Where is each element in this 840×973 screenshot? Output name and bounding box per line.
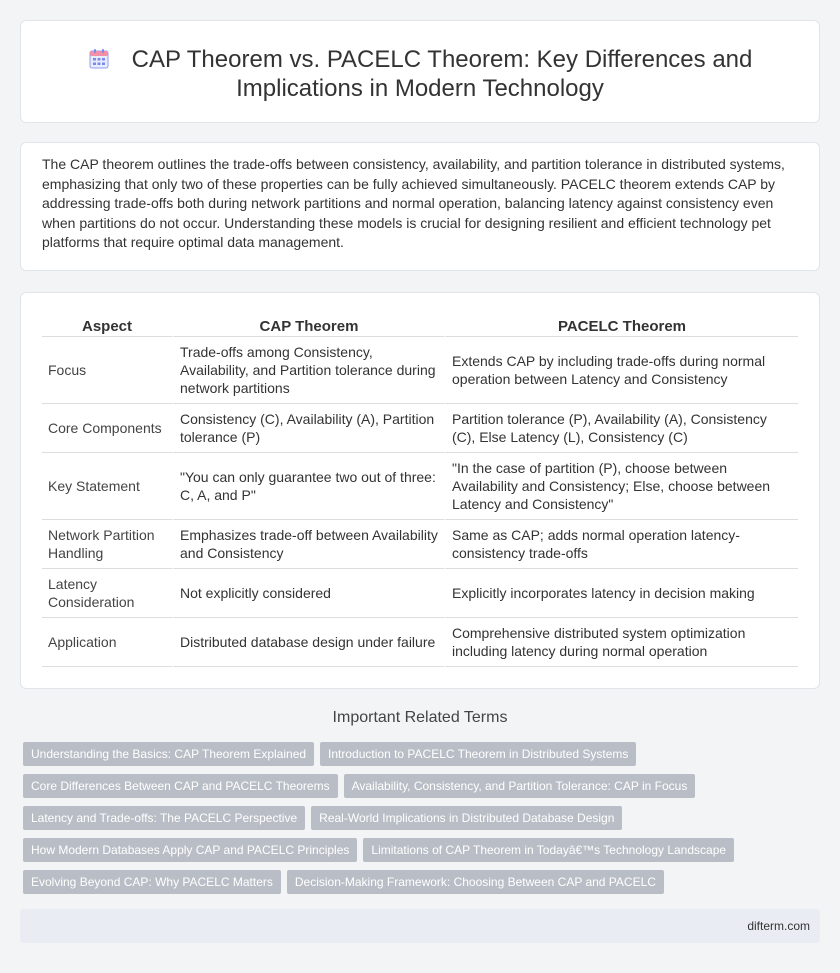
cell-aspect: Focus	[42, 337, 172, 404]
cell-pacelc: "In the case of partition (P), choose between Availability and Consistency; Else, choose between Latency and Consistency"	[444, 453, 798, 520]
related-term-link[interactable]: Real-World Implications in Distributed Database Design	[311, 806, 622, 830]
related-terms-title: Important Related Terms	[332, 709, 508, 726]
cell-cap: Consistency (C), Availability (A), Partition tolerance (P)	[172, 404, 444, 453]
related-term-link[interactable]: Introduction to PACELC Theorem in Distributed Systems	[320, 742, 636, 766]
intro-card	[20, 142, 820, 271]
table-row	[42, 520, 798, 569]
cell-aspect: Network Partition Handling	[42, 520, 172, 569]
related-term-link[interactable]: How Modern Databases Apply CAP and PACELC Principles	[23, 838, 357, 862]
cell-aspect: Core Components	[42, 404, 172, 453]
tag-row	[23, 806, 628, 830]
related-term-link[interactable]: Understanding the Basics: CAP Theorem Explained	[23, 742, 314, 766]
tag-row	[23, 870, 670, 894]
header-pacelc: PACELC Theorem	[444, 315, 798, 337]
cell-cap: Emphasizes trade-off between Availability and Consistency	[172, 520, 444, 569]
cell-pacelc: Explicitly incorporates latency in decision making	[444, 569, 798, 618]
table-row	[42, 337, 798, 404]
table-header-row	[42, 315, 798, 337]
table-row	[42, 618, 798, 667]
cell-cap: Trade-offs among Consistency, Availability, and Partition tolerance during network partitions	[172, 337, 444, 404]
header-aspect: Aspect	[42, 315, 172, 337]
footer	[20, 909, 820, 943]
title-line-2: Implications in Modern Technology	[236, 75, 604, 102]
footer-site-link[interactable]: difterm.com	[747, 919, 810, 933]
cell-cap: Distributed database design under failure	[172, 618, 444, 667]
cell-aspect: Application	[42, 618, 172, 667]
table-row	[42, 569, 798, 618]
related-term-link[interactable]: Latency and Trade-offs: The PACELC Perspective	[23, 806, 305, 830]
intro-paragraph: The CAP theorem outlines the trade-offs between consistency, availability, and partition tolerance in distributed systems, emphasizing that only two of these properties can be fully achieved simultaneously. PACELC theorem extends CAP by addressing trade-offs both during network partitions and normal operation, balancing latency against consistency even when partitions do not occur. Understanding these models is crucial for designing resilient and efficient technology pet platforms that require optimal data management.	[42, 156, 785, 251]
header-cap: CAP Theorem	[172, 315, 444, 337]
cell-pacelc: Same as CAP; adds normal operation latency-consistency trade-offs	[444, 520, 798, 569]
cell-pacelc: Extends CAP by including trade-offs during normal operation between Latency and Consistency	[444, 337, 798, 404]
title-line-1: CAP Theorem vs. PACELC Theorem: Key Differences and	[131, 46, 753, 73]
tag-row	[23, 774, 701, 798]
tag-row	[23, 838, 740, 862]
comparison-card	[20, 292, 820, 689]
cell-pacelc: Comprehensive distributed system optimization including latency during normal operation	[444, 618, 798, 667]
cell-cap: Not explicitly considered	[172, 569, 444, 618]
cell-pacelc: Partition tolerance (P), Availability (A), Consistency (C), Else Latency (L), Consistency (C)	[444, 404, 798, 453]
related-term-link[interactable]: Limitations of CAP Theorem in Todayâ€™s Technology Landscape	[363, 838, 734, 862]
cell-aspect: Latency Consideration	[42, 569, 172, 618]
related-term-link[interactable]: Core Differences Between CAP and PACELC Theorems	[23, 774, 338, 798]
related-term-link[interactable]: Decision-Making Framework: Choosing Between CAP and PACELC	[287, 870, 664, 894]
header-card	[20, 20, 820, 123]
comparison-table	[42, 315, 798, 667]
table-row	[42, 404, 798, 453]
table-row	[42, 453, 798, 520]
cell-cap: "You can only guarantee two out of three: C, A, and P"	[172, 453, 444, 520]
related-term-link[interactable]: Availability, Consistency, and Partition Tolerance: CAP in Focus	[344, 774, 696, 798]
related-term-link[interactable]: Evolving Beyond CAP: Why PACELC Matters	[23, 870, 281, 894]
tag-row	[23, 742, 642, 766]
page-title	[21, 45, 819, 103]
cell-aspect: Key Statement	[42, 453, 172, 520]
calendar-icon	[88, 48, 110, 70]
